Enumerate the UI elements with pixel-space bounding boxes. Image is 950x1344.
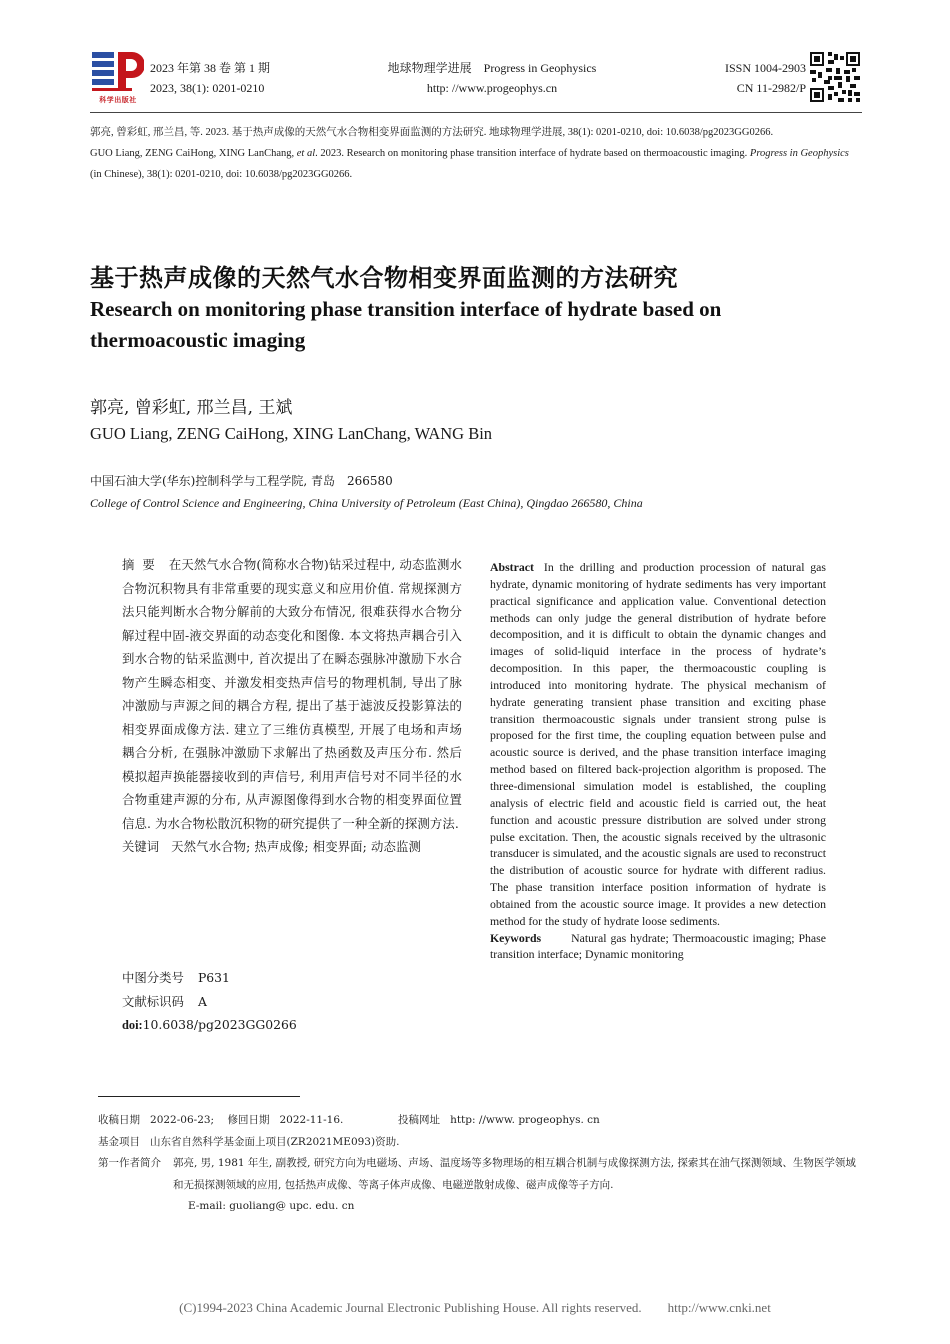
- fund-row: 基金项目 山东省自然科学基金面上项目(ZR2021ME093)资助.: [98, 1135, 400, 1148]
- issue-info: [150, 58, 270, 98]
- footnote-divider: [98, 1096, 300, 1097]
- issn: ISSN 1004-2903: [724, 61, 806, 75]
- keywords-en-label: Keywords: [490, 930, 542, 945]
- journal-name: [352, 58, 632, 78]
- copyright-notice: (C)1994-2023 China Academic Journal Electronic Publishing House. All rights reserved. http://www.cnki.net: [179, 1300, 771, 1315]
- keywords-en-text: Natural gas hydrate; Thermoacoustic imaging; Phase transition interface; Dynamic monitoring: [490, 930, 826, 962]
- keywords-cn-text: 天然气水合物; 热声成像; 相变界面; 动态监测: [171, 839, 421, 854]
- footnotes: [98, 1110, 858, 1218]
- header-divider: [90, 112, 862, 113]
- issn-info: [650, 58, 806, 98]
- email-row[interactable]: E-mail: guoliang@ upc. edu. cn: [188, 1200, 355, 1212]
- abstract-cn-body: [122, 553, 462, 835]
- journal-en: Progress in Geophysics: [483, 61, 597, 75]
- journal-cn: 地球物理学进展: [387, 61, 472, 75]
- journal-info: [352, 58, 632, 98]
- abstract-en-text: In the drilling and production procession of natural gas hydrate, dynamic monitoring of hydrate sediments has very important practical significance and application value. Conventional detection methods can only judge the general distribution of hydrate before decomposition, and it is difficult to obtain the dynamic changes and images of solid-liquid interface in the process of hydrate’s decomposition. In this paper, the thermoacoustic coupling is introduced into monitoring hydrate. The physical mechanism of hydrate generating transient phase transition and exciting phase transition thermoacoustic signals under transient strong pulse is proposed for the first time, the coupling equation between pulse and acoustic source is derived, and the phase transition interface imaging method based on filtered back-projection algorithm is proposed. The three-dimensional simulation model is established, the coupling analysis of electric field and acoustic field is carried out, the heat function and acoustic pressure distribution are solved under strong pulse excitation. Then, the acoustic signals received by the ultrasonic transducer is simulated, and the acoustic signals are used to reconstruct the distribution of acoustic source for hydrate with different radius. The phase transition interface position information of hydrate is obtained from the acoustic source image. It provides a new detection method for the study of hydrate loose sediments.: [490, 560, 826, 928]
- abstract-en: [490, 559, 826, 963]
- abstract-en-label: Abstract: [490, 560, 534, 574]
- keywords-en: [490, 930, 826, 964]
- author-bio-row: 第一作者简介 郭亮, 男, 1981 年生, 副教授, 研究方向为电磁场、声场、温度场等多物理场的相互耦合机制与成像探测方法, 探索其在油气探测领域、生物医学领域和无损探测领域的应用, 包括热声成像、等离子体声成像、电磁逆散射成像、磁声成像等子方向.: [98, 1157, 856, 1191]
- dates-row: 收稿日期 2022-06-23; 修回日期 2022-11-16. 投稿网址 http: //www. progeophys. cn: [98, 1114, 600, 1126]
- abstract-en-body: [490, 559, 826, 930]
- doi-row[interactable]: doi:10.6038/pg2023GG0266: [122, 1017, 297, 1032]
- title-cn: 基于热声成像的天然气水合物相变界面监测的方法研究: [90, 264, 678, 292]
- citation-cn: 郭亮, 曾彩虹, 邢兰昌, 等. 2023. 基于热声成像的天然气水合物相变界面监测的方法研究. 地球物理学进展, 38(1): 0201-0210, doi: 10.6038/pg2023GG0266.: [90, 127, 774, 138]
- submit-url[interactable]: http: //www. progeophys. cn: [450, 1114, 600, 1126]
- qr-code-icon: [810, 52, 860, 102]
- affiliation-en: College of Control Science and Engineering, China University of Petroleum (East China), Qingdao 266580, China: [90, 496, 643, 510]
- keywords-cn-label: 关键词: [122, 839, 160, 854]
- citation-en: GUO Liang, ZENG CaiHong, XING LanChang, et al. 2023. Research on monitoring phase transition interface of hydrate based on thermoacoustic imaging. Progress in Geophysics (in Chinese), 38(1): 0201-0210, doi: 10.6038/pg2023GG0266.: [90, 148, 849, 180]
- affiliation-cn: 中国石油大学(华东)控制科学与工程学院, 青岛 266580: [90, 474, 393, 488]
- title-en: Research on monitoring phase transition interface of hydrate based on thermoacoustic imaging: [90, 297, 722, 352]
- abstract-cn-text: 在天然气水合物(简称水合物)钻采过程中, 动态监测水合物沉积物具有非常重要的现实意义和应用价值. 常规探测方法只能判断水合物分解前的大致分布情况, 很难获得水合物分解过程中固-液交界面的动态变化和图像. 本文将热声耦合引入到水合物的钻采监测中, 首次提出了在瞬态强脉冲激励下水合物产生瞬态相变、并激发相变热声信号的物理机制, 导出了脉冲激励与声源之间的耦合方程, 提出了基于滤波反投影算法的相变界面成像方法. 建立了三维仿真模型, 开展了电场和声场耦合分析, 在强脉冲激励下求解出了热函数及声压分布. 然后模拟超声换能器接收到的声信号, 利用声信号对不同半径的水合物重建声源的分布, 从声源图像得到水合物的相变界面位置信息. 为水合物松散沉积物的研究提供了一种全新的探测方法.: [122, 557, 462, 831]
- abstract-cn-label: 摘要: [122, 557, 163, 572]
- pages-cn: 2023, 38(1): 0201-0210: [150, 81, 265, 95]
- authors-cn: 郭亮, 曾彩虹, 邢兰昌, 王斌: [90, 398, 293, 418]
- doc-code-row: 文献标识码 A: [122, 993, 207, 1009]
- clc-row: 中图分类号 P631: [122, 970, 230, 985]
- journal-header: [90, 50, 862, 106]
- issue-cn: 2023 年第 38 卷 第 1 期: [150, 61, 271, 75]
- journal-url[interactable]: http: //www.progeophys.cn: [426, 81, 558, 95]
- cn-number: CN 11-2982/P: [736, 81, 806, 95]
- authors-en: GUO Liang, ZENG CaiHong, XING LanChang, WANG Bin: [90, 424, 493, 443]
- abstract-cn: [122, 553, 462, 859]
- citation-block: [90, 122, 862, 185]
- classification-block: [122, 966, 297, 1038]
- logo-caption: 科学出版社: [99, 96, 137, 104]
- keywords-cn: [122, 835, 462, 859]
